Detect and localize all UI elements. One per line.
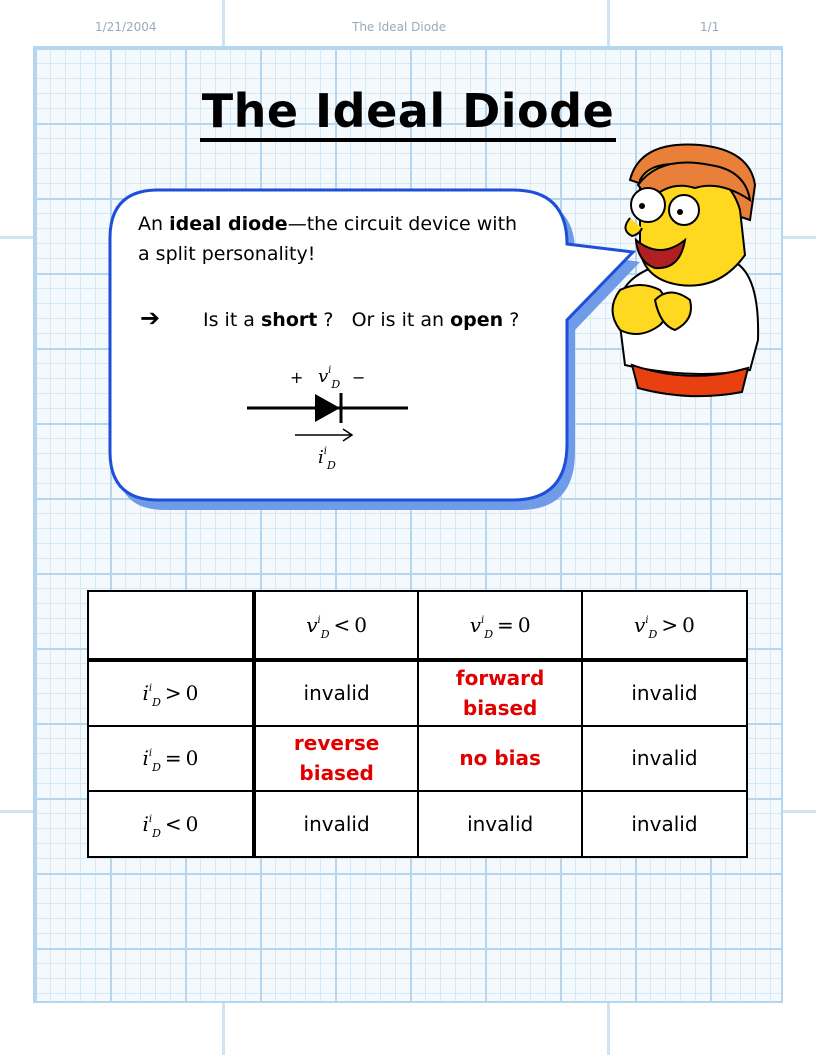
col-header-op: > bbox=[661, 612, 679, 637]
bubble-line-1 bbox=[138, 213, 517, 235]
header-date: 1/21/2004 bbox=[95, 20, 157, 34]
page-title-text: The Ideal Diode bbox=[200, 84, 617, 142]
col-header-sup: i bbox=[317, 614, 321, 626]
table-row bbox=[88, 660, 747, 726]
short-bold: short bbox=[261, 309, 318, 331]
col-header-sub: D bbox=[320, 627, 330, 641]
row-header-value: 0 bbox=[185, 681, 199, 706]
v-superscript: i bbox=[328, 365, 332, 376]
i-symbol: i bbox=[318, 447, 324, 468]
row-header-op: < bbox=[164, 812, 182, 837]
arrow-icon: ➔ bbox=[140, 304, 161, 332]
col-header-sub: D bbox=[648, 627, 658, 641]
row-header-sub: D bbox=[152, 696, 161, 710]
header-page: 1/1 bbox=[700, 20, 720, 34]
cell-line-2: biased bbox=[462, 696, 538, 721]
col-header-value: 0 bbox=[682, 612, 695, 637]
table-cell: invalid bbox=[418, 791, 582, 857]
question-mid: ? Or is it an bbox=[317, 309, 451, 331]
i-subscript: D bbox=[326, 459, 336, 472]
table-row bbox=[88, 726, 747, 792]
table-cell: invalid bbox=[254, 660, 418, 726]
col-header-value: 0 bbox=[354, 612, 368, 637]
table-row bbox=[88, 791, 747, 857]
table-cell: invalid bbox=[254, 791, 418, 857]
bubble-question bbox=[203, 309, 519, 331]
row-header-i-equal bbox=[88, 726, 254, 792]
table-cell-no-bias: no bias bbox=[418, 726, 582, 792]
row-header-op: = bbox=[164, 746, 182, 771]
bubble-text-pre: An bbox=[138, 213, 170, 235]
table-cell: invalid bbox=[582, 791, 747, 857]
diode-plus: + bbox=[290, 368, 304, 387]
diode-symbol-icon bbox=[240, 388, 420, 448]
col-header-op: < bbox=[333, 612, 351, 637]
v-symbol: v bbox=[318, 366, 329, 387]
row-header-symbol: i bbox=[142, 746, 149, 771]
col-header-v-equal bbox=[418, 591, 582, 660]
col-header-sup: i bbox=[481, 614, 485, 626]
row-header-sup: i bbox=[148, 748, 153, 760]
row-header-sup: i bbox=[148, 814, 153, 826]
table-cell-reverse-biased bbox=[254, 726, 418, 792]
col-header-v-greater bbox=[582, 591, 747, 660]
row-header-value: 0 bbox=[185, 812, 199, 837]
grid-edge-line bbox=[783, 810, 816, 813]
row-header-sub: D bbox=[152, 761, 161, 775]
grid-edge-line bbox=[607, 1003, 610, 1055]
row-header-sup: i bbox=[148, 683, 153, 695]
col-header-value: 0 bbox=[517, 612, 531, 637]
bubble-body bbox=[110, 190, 633, 500]
grid-edge-line bbox=[222, 1003, 225, 1055]
row-header-i-less bbox=[88, 791, 254, 857]
question-pre: Is it a bbox=[203, 309, 261, 331]
open-bold: open bbox=[450, 309, 504, 331]
diode-voltage-label bbox=[318, 365, 341, 391]
row-header-i-greater bbox=[88, 660, 254, 726]
i-superscript: i bbox=[323, 446, 327, 457]
row-header-op: > bbox=[164, 681, 182, 706]
col-header-sup: i bbox=[645, 614, 649, 626]
cell-line-1: forward bbox=[455, 666, 545, 691]
table-cell: invalid bbox=[582, 660, 747, 726]
row-header-value: 0 bbox=[185, 746, 199, 771]
cell-line-2: biased bbox=[299, 761, 374, 786]
cell-line-1: reverse bbox=[293, 731, 380, 756]
bubble-line-2: a split personality! bbox=[138, 243, 316, 265]
ideal-diode-bold: ideal diode bbox=[169, 213, 288, 235]
col-header-symbol: v bbox=[306, 612, 318, 637]
diode-current-label bbox=[318, 446, 336, 472]
grid-edge-line bbox=[0, 810, 33, 813]
diode-state-table bbox=[87, 590, 748, 858]
table-cell: invalid bbox=[582, 726, 747, 792]
row-header-symbol: i bbox=[142, 812, 149, 837]
row-header-symbol: i bbox=[142, 681, 149, 706]
bubble-text-post: —the circuit device with bbox=[287, 213, 518, 235]
col-header-v-less bbox=[254, 591, 418, 660]
cartoon-character bbox=[600, 140, 790, 400]
table-corner-cell bbox=[88, 591, 254, 660]
diode-minus: − bbox=[352, 368, 366, 387]
row-header-sub: D bbox=[152, 827, 161, 841]
v-subscript: D bbox=[331, 378, 341, 391]
table-cell-forward-biased bbox=[418, 660, 582, 726]
col-header-symbol: v bbox=[634, 612, 646, 637]
col-header-symbol: v bbox=[469, 612, 482, 637]
question-end: ? bbox=[503, 309, 520, 331]
col-header-op: = bbox=[497, 612, 514, 637]
col-header-sub: D bbox=[484, 627, 494, 641]
header-title: The Ideal Diode bbox=[352, 20, 447, 34]
